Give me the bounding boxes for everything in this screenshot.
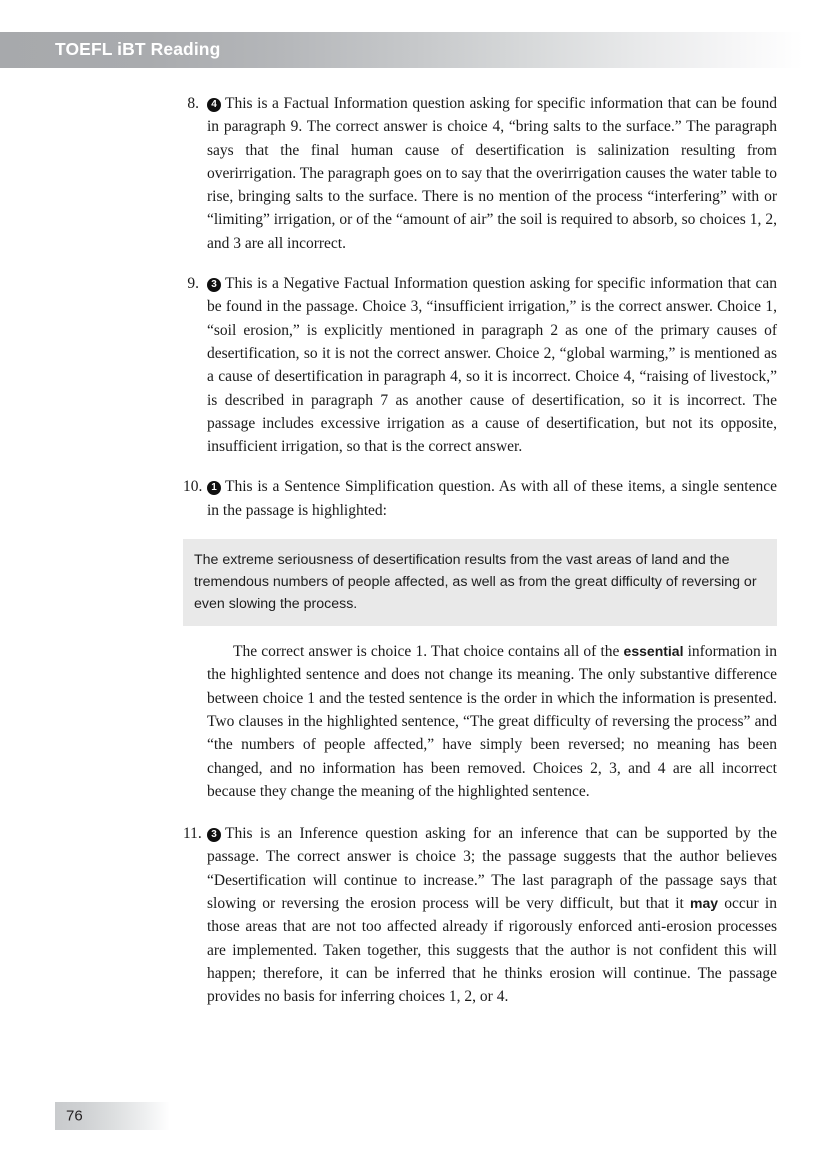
answer-badge-icon: 4 <box>207 98 221 112</box>
list-item-paragraph <box>207 92 777 255</box>
list-item <box>183 822 777 1008</box>
list-item-text: This is a Sentence Simplification question. As with all of these items, a single sentence in the passage is highlighted: <box>207 478 777 519</box>
answer-badge-icon: 3 <box>207 278 221 292</box>
followup-text-before: The correct answer is choice 1. That choice contains all of the <box>233 643 624 661</box>
highlighted-sentence-text: The extreme seriousness of desertification results from the vast areas of land and the tremendous numbers of people affected, as well as from the great difficulty of reversing or even slowing the process. <box>194 552 757 613</box>
list-item <box>183 272 777 458</box>
page-header-title: TOEFL iBT Reading <box>55 39 221 60</box>
explanations-list <box>183 92 777 1026</box>
list-item-paragraph <box>207 475 777 522</box>
answer-badge-icon: 1 <box>207 481 221 495</box>
page-header <box>0 32 828 68</box>
emphasis-essential: essential <box>623 643 684 660</box>
page-number: 76 <box>66 1107 83 1125</box>
highlighted-sentence-box <box>183 539 777 626</box>
list-item-number: 11. <box>183 825 202 843</box>
followup-text-after: information in the highlighted sentence and does not change its meaning. The only substantive difference between choice 1 and the tested sentence is the order in which the information is presented. Two clauses in the highlighted sentence, “The great difficulty of reversing the process” and “the numbers of people affected,” have simply been reversed; no meaning has been changed, and no information has been removed. Choices 2, 3, and 4 are all incorrect because they change the meaning of the highlighted sentence. <box>207 643 777 800</box>
list-item-text: This is a Negative Factual Information question asking for specific information that can be found in the passage. Choice 3, “insufficient irrigation,” is the correct answer. Choice 1, “soil erosion,” is explicitly mentioned in paragraph 2 as one of the primary causes of desertification, so it is not the correct answer. Choice 2, “global warming,” is mentioned as a cause of desertification in paragraph 4, so it is incorrect. Choice 4, “raising of livestock,” is described in paragraph 7 as another cause of desertification, so it is incorrect. The passage includes excessive irrigation as a cause of desertification, but not its opposite, insufficient irrigation, so that is the correct answer. <box>207 275 777 456</box>
list-item-number: 9. <box>187 275 199 293</box>
list-item-paragraph <box>207 822 777 1008</box>
list-item-number: 10. <box>183 478 203 496</box>
list-item-number: 8. <box>187 95 199 112</box>
list-item <box>183 92 777 255</box>
list-item-text-after: occur in those areas that are not too affected already if rigorously enforced anti-erosion processes are implemented. Taken together, this suggests that the author is not confident this will happen; therefore, it can be inferred that he thinks erosion will continue. The passage provides no basis for inferring choices 1, 2, or 4. <box>207 895 777 1006</box>
page-footer <box>55 1102 170 1130</box>
list-item-text-before: This is an Inference question asking for an inference that can be supported by the passage. The correct answer is choice 3; the passage suggests that the author believes “Desertification will continue to increase.” The last paragraph of the passage says that slowing or reversing the erosion process will be very difficult, but that it <box>207 825 777 913</box>
answer-badge-icon: 3 <box>207 828 221 842</box>
list-item-continuation <box>183 640 777 803</box>
list-item <box>183 475 777 522</box>
list-item-text: This is a Factual Information question asking for specific information that can be found in paragraph 9. The correct answer is choice 4, “bring salts to the surface.” The paragraph says that the final human cause of desertification is salinization resulting from overirrigation. The paragraph goes on to say that the overirrigation causes the water table to rise, bringing salts to the surface. There is no mention of the process “interfering” with or “limiting” irrigation, or of the “amount of air” the soil is required to absorb, so choices 1, 2, and 3 are all incorrect. <box>207 95 777 252</box>
list-item-paragraph <box>207 272 777 458</box>
emphasis-may: may <box>690 895 719 912</box>
list-item-followup-paragraph <box>207 640 777 803</box>
